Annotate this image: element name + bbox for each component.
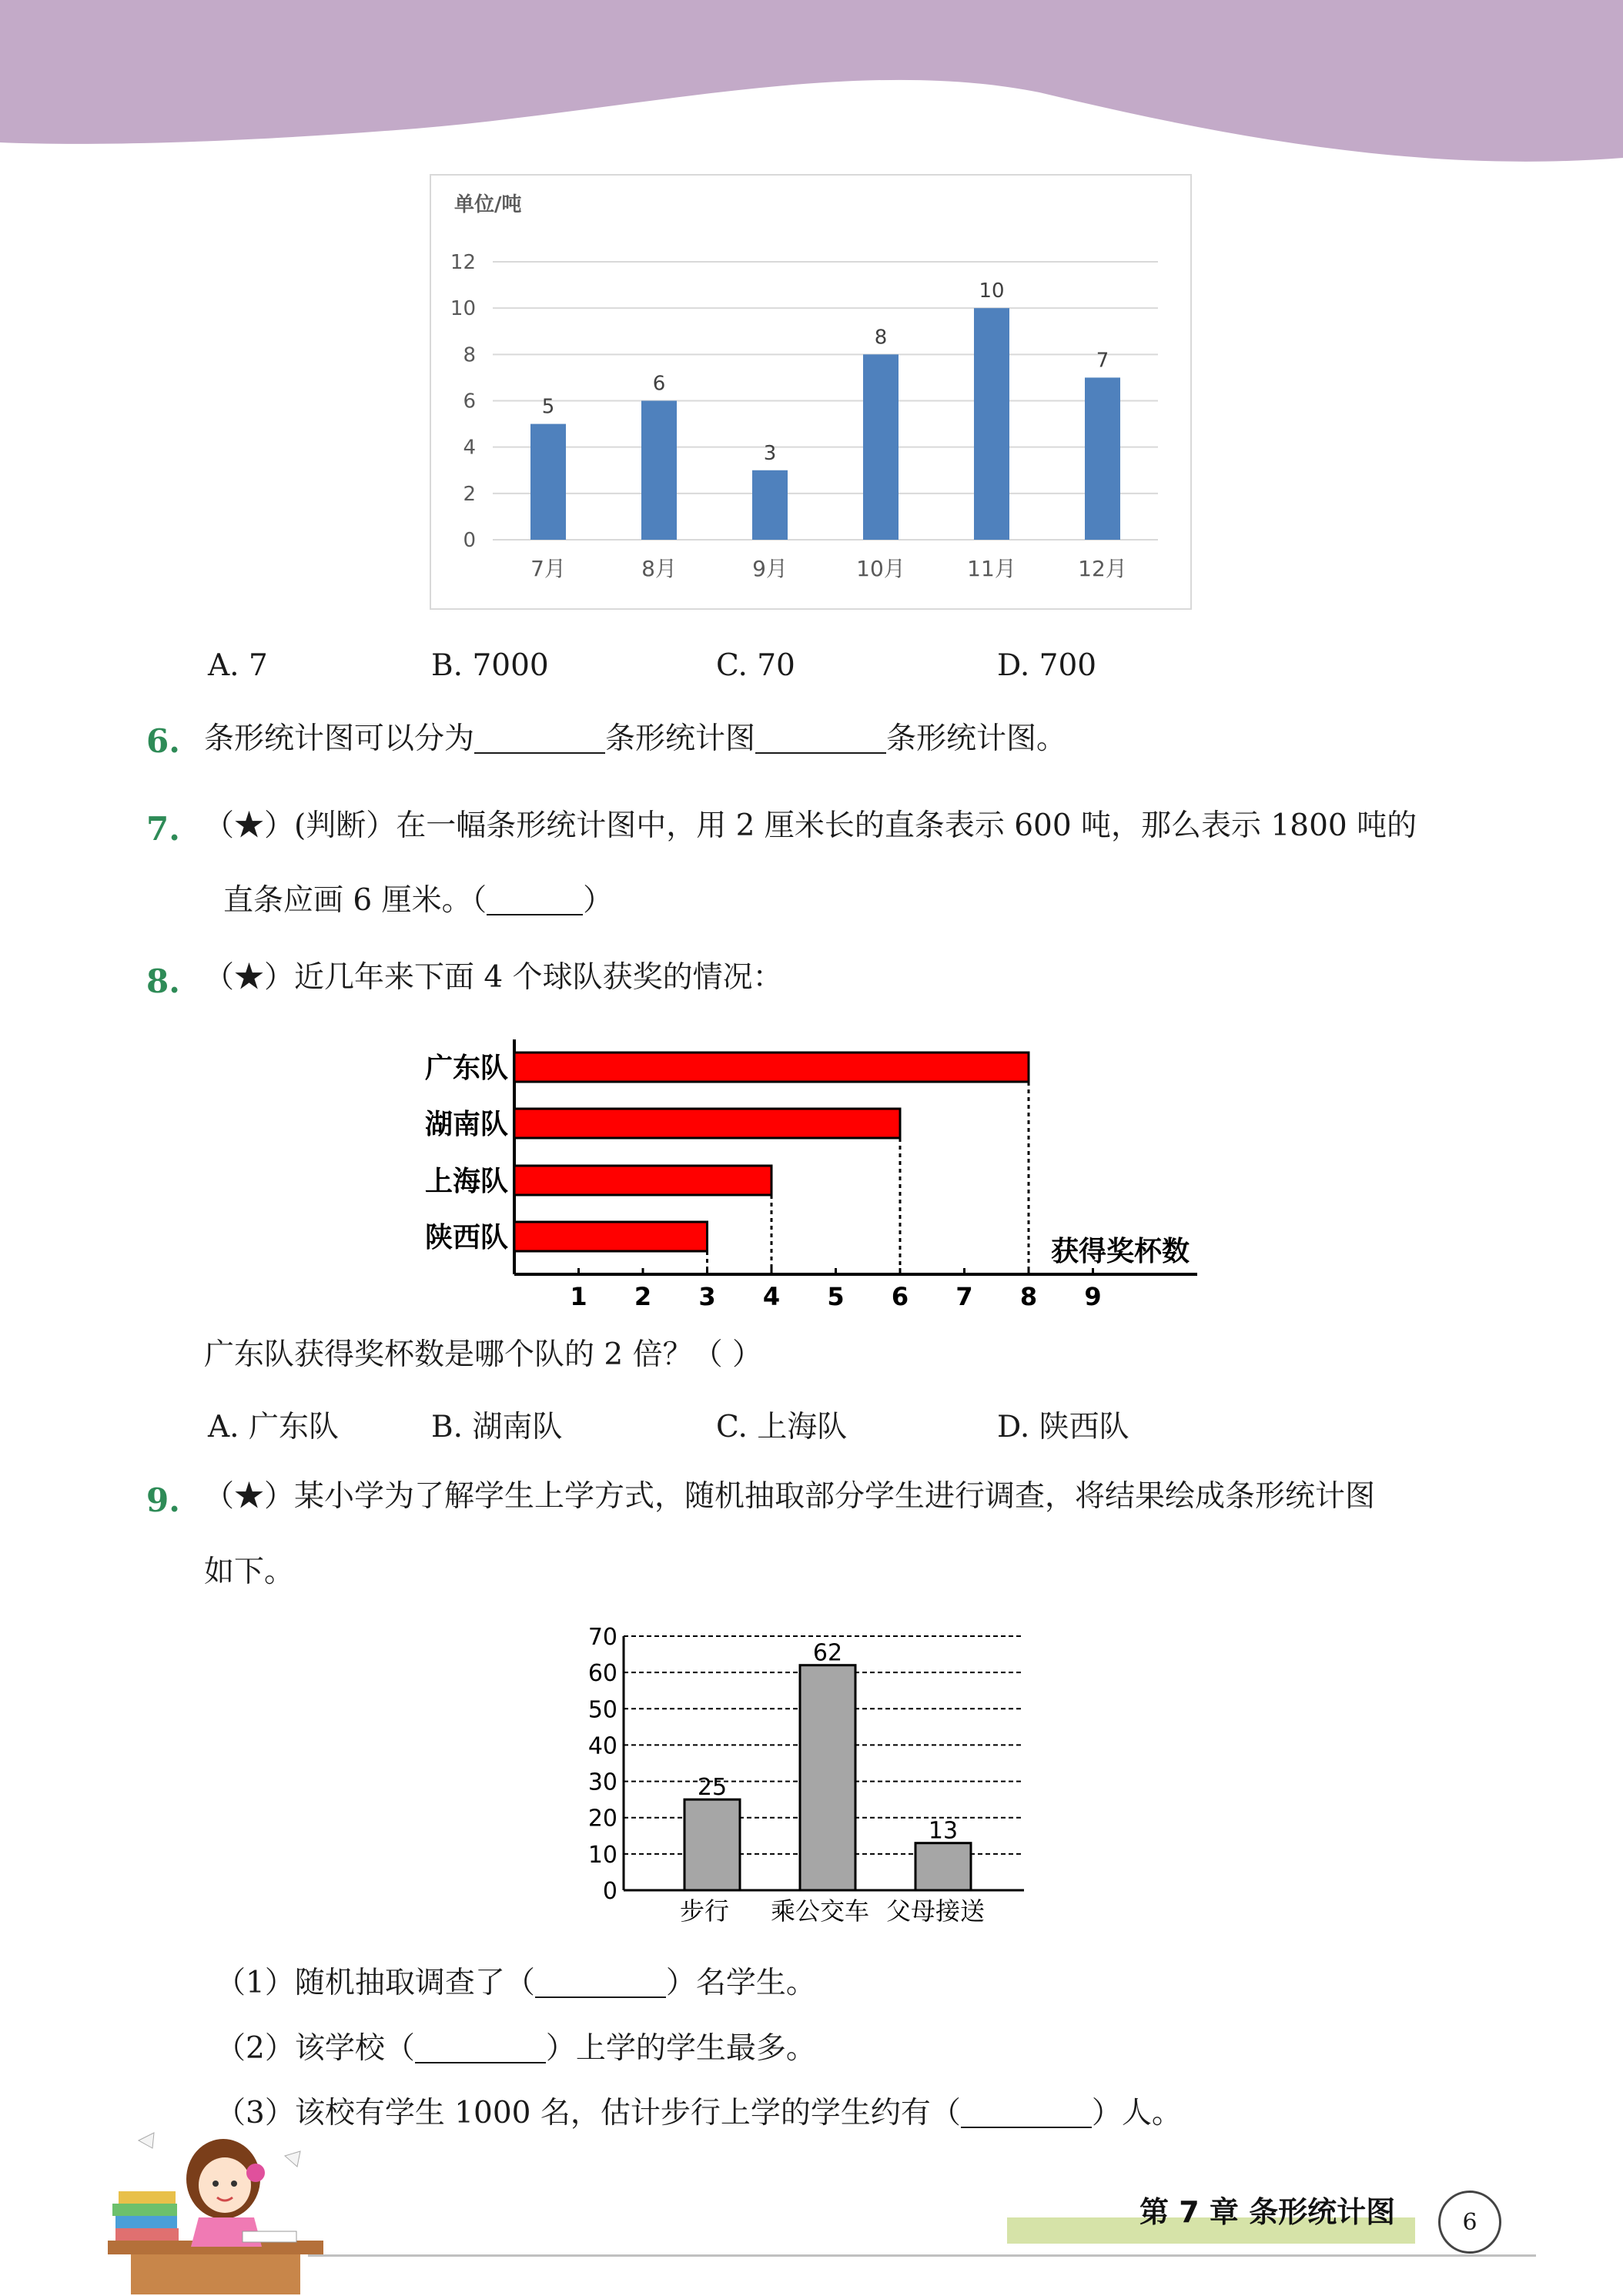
chart3-y-tick: 0 <box>602 1878 617 1905</box>
chart1-data-label: 3 <box>763 441 777 465</box>
q9-line1: （★）某小学为了解学生上学方式，随机抽取部分学生进行调查，将结果绘成条形统计图 <box>204 1479 1376 1514</box>
chart-commute-mode <box>562 1613 1039 1936</box>
chart2-x-tick: 9 <box>1084 1282 1102 1311</box>
q9-sub3-a: （3）该校有学生 1000 名，估计步行上学的学生约有（ <box>216 2096 961 2130</box>
q9-line2: 如下。 <box>204 1555 295 1589</box>
page-number: 6 <box>1462 2208 1477 2236</box>
q8-option-a[interactable]: A. 广东队 <box>208 1410 339 1444</box>
chart1-bar <box>530 424 566 540</box>
chart1-data-label: 10 <box>979 279 1005 303</box>
chart2-category-label: 广东队 <box>424 1053 508 1084</box>
chart1-x-tick: 11月 <box>967 556 1016 581</box>
q9-sub3-b: ）人。 <box>1091 2096 1182 2130</box>
chart1-data-label: 5 <box>541 395 555 419</box>
chart2-x-tick: 6 <box>891 1282 909 1311</box>
q9-sub2-b: ）上学的学生最多。 <box>545 2031 816 2066</box>
chart1-data-label: 8 <box>874 326 888 350</box>
chart2-x-tick: 7 <box>955 1282 973 1311</box>
chart3-y-tick: 70 <box>587 1624 617 1651</box>
chart1-x-tick: 7月 <box>530 556 566 581</box>
header-wave <box>0 0 1623 177</box>
q7-line2-b: ） <box>583 883 614 918</box>
q9-sub1-a: （1）随机抽取调查了（ <box>216 1966 535 2000</box>
chart3-y-tick: 30 <box>587 1769 617 1796</box>
q7-blank[interactable] <box>487 889 583 915</box>
chart3-data-label: 13 <box>928 1817 959 1845</box>
q9-sub1 <box>216 1968 816 1998</box>
chart3-y-tick: 40 <box>587 1732 617 1760</box>
q6-blank-1[interactable] <box>474 728 605 754</box>
chart3-bar <box>915 1843 971 1890</box>
chart1-data-label: 7 <box>1096 349 1109 373</box>
chart1-y-tick: 6 <box>463 390 476 413</box>
chart3-y-tick: 50 <box>587 1696 617 1724</box>
chart2-x-tick: 5 <box>827 1282 845 1311</box>
chart3-bar <box>684 1799 740 1890</box>
q6-text <box>204 721 1067 756</box>
q9-sub1-b: ）名学生。 <box>665 1966 816 2000</box>
chart3-y-tick: 10 <box>587 1841 617 1869</box>
q5-option-b[interactable]: B. 7000 <box>431 648 549 683</box>
chart1-x-tick: 10月 <box>856 556 905 581</box>
q8-text: （★）近几年来下面 4 个球队获奖的情况： <box>204 960 783 995</box>
chart1-x-tick: 9月 <box>752 556 788 581</box>
chart1-bar <box>863 354 899 540</box>
chart-team-trophies <box>393 1024 1240 1317</box>
footer-chapter-title: 第 7 章 条形统计图 <box>1139 2195 1396 2229</box>
chart1-x-tick: 12月 <box>1078 556 1127 581</box>
chart3-x-tick: 乘公交车 <box>770 1896 870 1926</box>
chart1-bar <box>752 470 788 540</box>
q5-option-a[interactable]: A. 7 <box>208 648 268 683</box>
chart2-category-label: 湖南队 <box>424 1109 508 1140</box>
q6-text-b: 条形统计图 <box>605 721 756 756</box>
q9-sub1-blank[interactable] <box>535 1972 666 1998</box>
q5-option-c[interactable]: C. 70 <box>716 648 795 683</box>
q6-number: 6. <box>146 722 180 760</box>
q9-sub3 <box>216 2098 1182 2128</box>
q8-number: 8. <box>146 962 180 1000</box>
q9-sub2 <box>216 2031 816 2066</box>
q8-option-d[interactable]: D. 陕西队 <box>997 1410 1129 1444</box>
chart1-svg <box>431 176 1190 608</box>
chart2-x-axis-label: 获得奖杯数 <box>1051 1236 1190 1267</box>
q7-number: 7. <box>146 810 180 848</box>
q6-blank-2[interactable] <box>755 728 886 754</box>
chart2-x-tick: 1 <box>570 1282 587 1311</box>
chart1-bar <box>1085 377 1120 540</box>
q9-sub3-blank[interactable] <box>961 2102 1092 2128</box>
chart2-category-label: 陕西队 <box>424 1222 508 1253</box>
chart1-y-tick: 12 <box>450 251 476 274</box>
chart1-y-tick: 2 <box>463 482 476 506</box>
q6-text-a: 条形统计图可以分为 <box>204 721 475 756</box>
chart2-x-tick: 4 <box>762 1282 781 1311</box>
q6-text-c: 条形统计图。 <box>886 721 1067 756</box>
q8-option-b[interactable]: B. 湖南队 <box>431 1410 563 1444</box>
chart2-x-tick: 3 <box>698 1282 716 1311</box>
chart3-data-label: 25 <box>697 1774 728 1802</box>
chart1-x-tick: 8月 <box>641 556 677 581</box>
chart3-data-label: 62 <box>812 1639 843 1667</box>
chart2-x-tick: 2 <box>634 1282 652 1311</box>
q9-number: 9. <box>146 1481 180 1519</box>
q7-line1: （★）(判断）在一幅条形统计图中，用 2 厘米长的直条表示 600 吨，那么表示 1800 吨的 <box>204 808 1417 843</box>
chart2-category-label: 上海队 <box>424 1166 508 1197</box>
q7-line2 <box>223 883 614 918</box>
q7-line2-a: 直条应画 6 厘米。（ <box>223 883 487 918</box>
chart3-y-tick: 20 <box>587 1805 617 1832</box>
chart3-x-tick: 步行 <box>679 1896 730 1926</box>
chart1-y-tick: 10 <box>450 297 476 321</box>
chart3-y-tick: 60 <box>587 1660 617 1688</box>
q9-sub2-blank[interactable] <box>415 2037 546 2063</box>
chart2-bar <box>514 1109 900 1138</box>
chart2-bar <box>514 1166 771 1195</box>
chart1-y-tick: 4 <box>463 436 476 460</box>
q8-question: 广东队获得奖杯数是哪个队的 2 倍？（ ） <box>204 1337 763 1372</box>
footer-rule <box>308 2254 1536 2257</box>
chart1-bar <box>974 308 1009 540</box>
chart1-bar <box>641 401 677 541</box>
q8-option-c[interactable]: C. 上海队 <box>716 1410 848 1444</box>
chart2-x-tick: 8 <box>1019 1282 1038 1311</box>
chart1-y-tick: 8 <box>463 343 476 367</box>
chart3-bar <box>800 1665 855 1890</box>
chart2-bar <box>514 1053 1029 1082</box>
q5-option-d[interactable]: D. 700 <box>997 648 1097 683</box>
chart1-data-label: 6 <box>652 372 666 396</box>
reading-girl-illustration <box>108 2125 323 2296</box>
chart2-bar <box>514 1222 708 1251</box>
chart1-y-tick: 0 <box>463 529 476 552</box>
q9-sub2-a: （2）该学校（ <box>216 2031 415 2066</box>
chart1-unit-label: 单位/吨 <box>454 193 522 216</box>
chart-monthly-tons <box>430 174 1192 610</box>
chart3-x-tick: 父母接送 <box>885 1896 986 1926</box>
page-number-badge <box>1438 2191 1501 2254</box>
